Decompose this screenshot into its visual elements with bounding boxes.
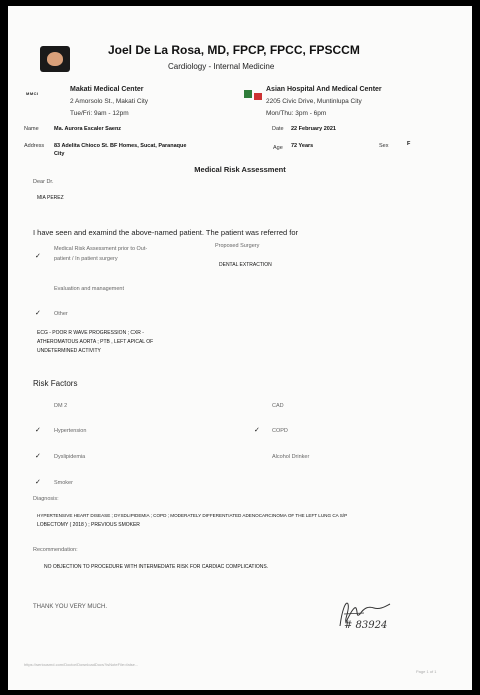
option-2-label: Evaluation and management bbox=[54, 286, 125, 292]
recommendation-label: Recommendation: bbox=[33, 547, 78, 553]
option-1-line1: Medical Risk Assessment prior to Out- bbox=[54, 246, 148, 252]
risk-hypertension-checkmark[interactable]: ✓ bbox=[35, 427, 41, 434]
footer-url: https://seriousmd.com/Doctor/DownloadDocs?isNoteFile=false... bbox=[24, 662, 139, 667]
intro-text: I have seen and examind the above-named patient. The patient was referred for bbox=[33, 228, 299, 237]
proposed-surgery-label: Proposed Surgery bbox=[215, 243, 260, 249]
risk-dyslipidemia-label: Dyslipidemia bbox=[54, 454, 86, 460]
clinic-1-schedule: Tue/Fri: 9am - 12pm bbox=[70, 110, 129, 117]
risk-dyslipidemia-checkmark[interactable]: ✓ bbox=[35, 453, 41, 460]
option-1-checkmark[interactable]: ✓ bbox=[35, 253, 41, 260]
doctor-specialty: Cardiology - Internal Medicine bbox=[168, 62, 275, 71]
patient-address-line2: City bbox=[54, 151, 65, 157]
risk-factors-heading: Risk Factors bbox=[33, 379, 78, 388]
other-details-line2: ATHEROMATOUS AORTA ; PTB , LEFT APICAL OF bbox=[37, 339, 154, 345]
clinic-2-schedule: Mon/Thu: 3pm - 6pm bbox=[266, 110, 327, 117]
closing-text: THANK YOU VERY MUCH. bbox=[33, 604, 108, 610]
clinic-1-address: 2 Amorsolo St., Makati City bbox=[70, 98, 149, 105]
clinic-2-address: 2205 Civic Drive, Muntinlupa City bbox=[266, 98, 362, 105]
proposed-surgery-value: DENTAL EXTRACTION bbox=[219, 262, 272, 268]
patient-name: Ma. Aurora Escaler Saenz bbox=[54, 126, 122, 132]
recipient-name: MIA PEREZ bbox=[37, 195, 64, 201]
other-details-line3: UNDETERMINED ACTIVITY bbox=[37, 348, 101, 354]
risk-smoker-checkmark[interactable]: ✓ bbox=[35, 479, 41, 486]
date-value: 22 February 2021 bbox=[291, 126, 336, 132]
risk-smoker-label: Smoker bbox=[54, 480, 73, 486]
sex-value: F bbox=[407, 141, 411, 147]
signature-license-number: # 83924 bbox=[344, 620, 388, 631]
risk-copd-checkmark[interactable]: ✓ bbox=[254, 427, 260, 434]
makati-logo-icon: MMCI bbox=[26, 91, 39, 96]
age-value: 72 Years bbox=[291, 143, 314, 149]
risk-cad-label: CAD bbox=[272, 403, 284, 409]
option-3-label: Other bbox=[54, 311, 68, 317]
other-details-line1: ECG - POOR R WAVE PROGRESSION ; CXR - bbox=[37, 330, 144, 336]
footer-page-number: Page 1 of 1 bbox=[416, 669, 437, 674]
recommendation-text: NO OBJECTION TO PROCEDURE WITH INTERMEDIATE RISK FOR CARDIAC COMPLICATIONS. bbox=[44, 564, 269, 570]
diagnosis-label: Diagnosis: bbox=[33, 496, 59, 502]
risk-copd-label: COPD bbox=[272, 428, 288, 434]
date-label: Date bbox=[272, 126, 284, 132]
address-label: Address bbox=[24, 143, 45, 149]
option-1-line2: patient / In patient surgery bbox=[54, 256, 118, 262]
clinic-2-name: Asian Hospital And Medical Center bbox=[266, 86, 382, 93]
clinic-1-name: Makati Medical Center bbox=[70, 86, 144, 93]
doctor-logo-icon bbox=[40, 46, 70, 72]
doctor-name: Joel De La Rosa, MD, FPCP, FPCC, FPSCCM bbox=[108, 43, 360, 57]
sex-label: Sex bbox=[379, 143, 389, 149]
age-label: Age bbox=[273, 145, 283, 151]
diagnosis-line1: HYPERTENSIVE HEART DISEASE ; DYSDLIPIDEMIA ; COPD ; MODERATELY DIFFERENTIATED ADENOCARCINOMA OF THE LEFT LUNG CA S/P bbox=[37, 513, 348, 518]
form-title: Medical Risk Assessment bbox=[194, 165, 286, 174]
asian-hospital-logo-icon bbox=[242, 88, 264, 102]
diagnosis-line2: LOBECTOMY ( 2018 ) ; PREVIOUS SMOKER bbox=[37, 522, 140, 528]
risk-alcohol-label: Alcohol Drinker bbox=[272, 454, 310, 460]
risk-hypertension-label: Hypertension bbox=[54, 428, 87, 434]
document-page bbox=[8, 6, 472, 690]
salutation: Dear Dr. bbox=[33, 179, 54, 185]
name-label: Name bbox=[24, 126, 39, 132]
option-3-checkmark[interactable]: ✓ bbox=[35, 310, 41, 317]
patient-address-line1: 83 Adelita Chioco St. BF Homes, Sucat, Paranaque bbox=[54, 143, 187, 149]
risk-dm2-label: DM 2 bbox=[54, 403, 68, 409]
